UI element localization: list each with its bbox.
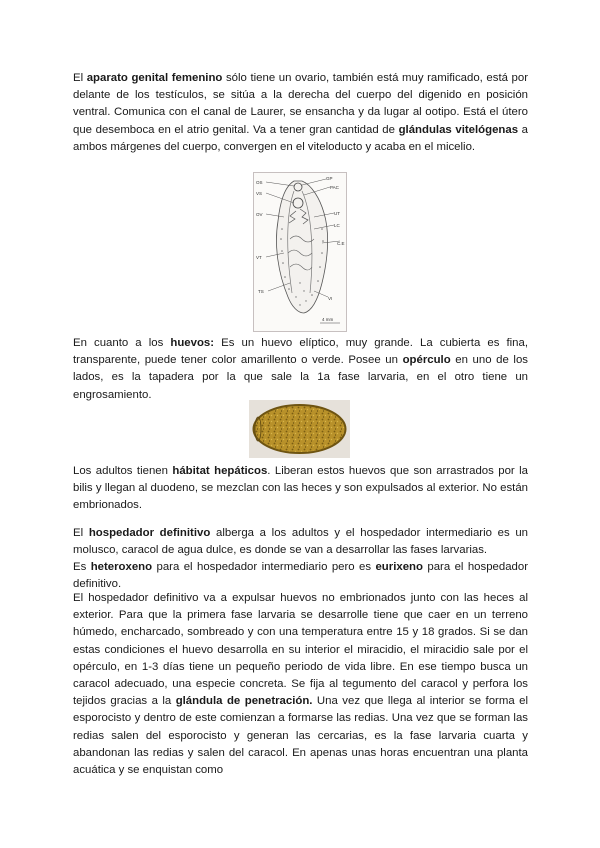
label-ts: TS: [258, 289, 264, 294]
term-aparato-genital-femenino: aparato genital femenino: [86, 72, 223, 84]
label-vt: VT: [256, 255, 262, 260]
term-hospedador-definitivo: hospedador definitivo: [88, 527, 211, 539]
paragraph-life-cycle: El hospedador definitivo va a expulsar huevos no embrionados junto con las heces al exterior. Para que la primera fase larvaria se desarrolle tiene que caer en un terreno húmedo, encharcado, sombreado y con una temperatura entre 15 y 18 grados. Si se dan estas condiciones el huevo desarrolla en su interior el miracidio, el miracidio sale por el opérculo, en 1-3 días tiene un pequeño periodo de vida libre. En ese tiempo busca un caracol adecuado, una especie concreta. Se fija al tegumento del caracol y perfora los tejidos gracias a la glándula de penetración. Una vez que llega al interior se forma el esporocisto y dentro de este comienzan a formarse las redias. Una vez que se forman las redias salen del esporocisto y generan las cercarias, es la fase larvaria cuarta y abandonan las redias y salen del caracol. En apenas unas horas encuentran una planta acuática y se enquistan como: [73, 592, 528, 777]
term-habitat-hepaticos: hábitat hepáticos: [172, 465, 268, 477]
label-ut: UT: [334, 211, 340, 216]
label-vs: VS: [256, 191, 263, 196]
egg-photo: [249, 400, 350, 458]
term-glandulas-vitelogenas: glándulas vitelógenas: [398, 123, 519, 136]
fluke-anatomy-figure: [253, 172, 347, 332]
paragraph-eggs: En cuanto a los huevos: Es un huevo elíptico, muy grande. La cubierta es fina, transparente, puede tener color amarillento o verde. Posee un opérculo en uno de los lados, es la tapadera por la que sale la 1a fase larvaria, en el otro tiene un engrosamiento.: [73, 337, 528, 401]
paragraph-female-genital-apparatus: El aparato genital femenino sólo tiene un ovario, también está muy ramificado, está por delante de los testículos, se sitúa a la derecha del cuerpo del digenido en posición ventral. Comunica con el canal de Laurer, se ensancha y da lugar al ootipo. Está el útero que desemboca en el atrio genital. Va a tener gran cantidad de glándulas vitelógenas a ambos márgenes del cuerpo, convergen en el viteloducto y acaba en el micelio.: [73, 72, 528, 153]
label-ov: OV: [256, 212, 263, 217]
label-ce: C.E: [337, 241, 345, 246]
paragraph-heteroxeno: Es heteroxeno para el hospedador intermediario pero es eurixeno para el hospedador definitivo.: [73, 561, 529, 591]
egg-drawing: [249, 400, 350, 458]
term-glandula-de-penetracion: glándula de penetración.: [175, 695, 313, 708]
term-huevos: huevos:: [170, 337, 215, 349]
label-lc: LC: [334, 223, 340, 228]
term-eurixeno: eurixeno: [375, 561, 423, 573]
label-pac: PAC: [330, 185, 339, 190]
egg-shell: [254, 405, 346, 453]
label-os: OS: [256, 180, 263, 185]
label-vi: VI: [328, 296, 333, 301]
label-scale: 4 mm: [322, 317, 334, 322]
paragraph-habitat: Los adultos tienen hábitat hepáticos. Liberan estos huevos que son arrastrados por la bilis y llegan al duodeno, se mezclan con las heces y son expulsados al exterior. No están embrionados.: [73, 465, 528, 512]
label-gp: GP: [326, 176, 333, 181]
fluke-anatomy-drawing: [254, 173, 346, 331]
term-operculo: opérculo: [402, 354, 451, 367]
term-heteroxeno: heteroxeno: [90, 561, 153, 573]
paragraph-hosts: El hospedador definitivo alberga a los adultos y el hospedador intermediario es un molusco, caracol de agua dulce, es donde se van a desarrollar las fases larvarias.: [73, 527, 528, 557]
